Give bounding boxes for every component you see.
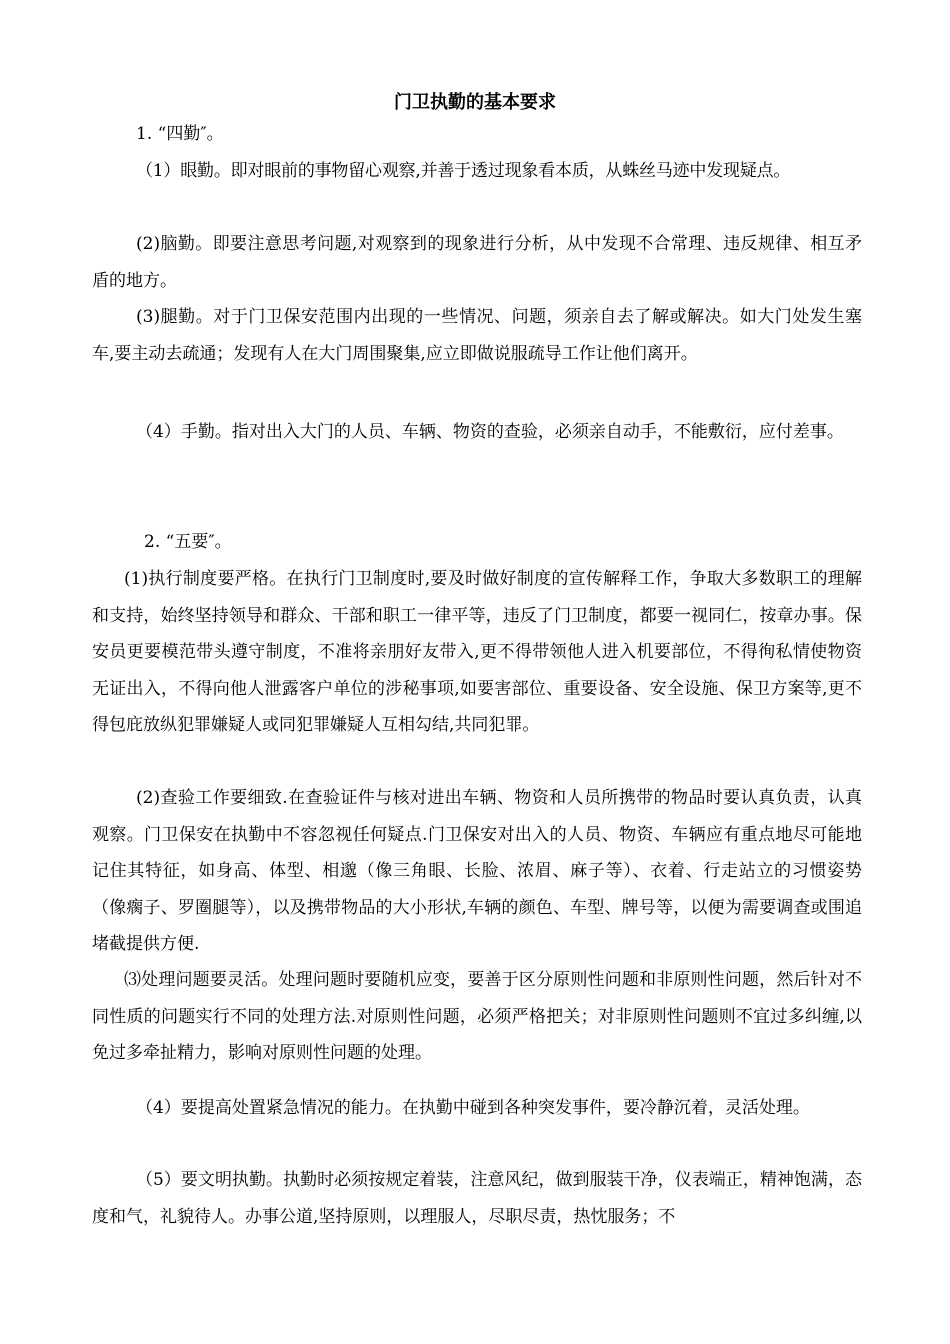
section-heading-four-diligences: 1. “四勤″。 [136, 124, 224, 144]
paragraph-brain-diligence: (2)脑勤。即要注意思考问题,对观察到的现象进行分析，从中发现不合常理、违反规律、相互矛盾的地方。 [92, 234, 862, 291]
paragraph-emergency-response: （4）要提高处置紧急情况的能力。在执勤中碰到各种突发事件，要冷静沉着，灵活处理。 [136, 1098, 810, 1118]
paragraph-eye-diligence: （1）眼勤。即对眼前的事物留心观察,并善于透过现象看本质，从蛛丝马迹中发现疑点。 [136, 161, 791, 181]
paragraph-careful-inspection: (2)查验工作要细致.在查验证件与核对进出车辆、物资和人员所携带的物品时要认真负责，认真观察。门卫保安在执勤中不容忽视任何疑点.门卫保安对出入的人员、物资、车辆应有重点地尽可能地记住其特征，如身高、体型、相邈（像三角眼、长脸、浓眉、麻子等）、衣着、行走站立的习惯姿势（像瘸子、罗圈腿等），以及携带物品的大小形状,车辆的颜色、车型、牌号等，以便为需要调查或围追堵截提供方便. [92, 788, 862, 954]
paragraph-strict-enforcement: (1)执行制度要严格。在执行门卫制度时,要及时做好制度的宣传解释工作，争取大多数职工的理解和支持，始终坚持领导和群众、干部和职工一律平等，违反了门卫制度，都要一视同仁，按章办事。保安员更要模范带头遵守制度，不准将亲朋好友带入,更不得带领他人进入机要部位，不得徇私情使物资无证出入，不得向他人泄露客户单位的涉秘事项,如要害部位、重要设备、安全设施、保卫方案等,更不得包庇放纵犯罪嫌疑人或同犯罪嫌疑人互相勾结,共同犯罪。 [92, 569, 862, 735]
paragraph-leg-diligence: (3)腿勤。对于门卫保安范围内出现的一些情况、问题，须亲自去了解或解决。如大门处发生塞车,要主动去疏通；发现有人在大门周围聚集,应立即做说服疏导工作让他们离开。 [92, 307, 862, 364]
paragraph-civilized-duty: （5）要文明执勤。执勤时必须按规定着装，注意风纪，做到服装干净，仪表端正，精神饱满，态度和气，礼貌待人。办事公道,坚持原则，以理服人，尽职尽责，热忱服务；不 [92, 1170, 862, 1227]
section-heading-five-requirements: 2. “五要″。 [144, 532, 232, 552]
paragraph-hand-diligence: （4）手勤。指对出入大门的人员、车辆、物资的查验，必须亲自动手，不能敷衍，应付差事。 [136, 422, 844, 442]
document-title: 门卫执勤的基本要求 [394, 92, 556, 113]
paragraph-flexible-handling: ⑶处理问题要灵活。处理问题时要随机应变，要善于区分原则性问题和非原则性问题，然后针对不同性质的问题实行不同的处理方法.对原则性问题，必须严格把关；对非原则性问题则不宜过多纠缠,以免过多牵扯精力，影响对原则性问题的处理。 [92, 970, 862, 1063]
